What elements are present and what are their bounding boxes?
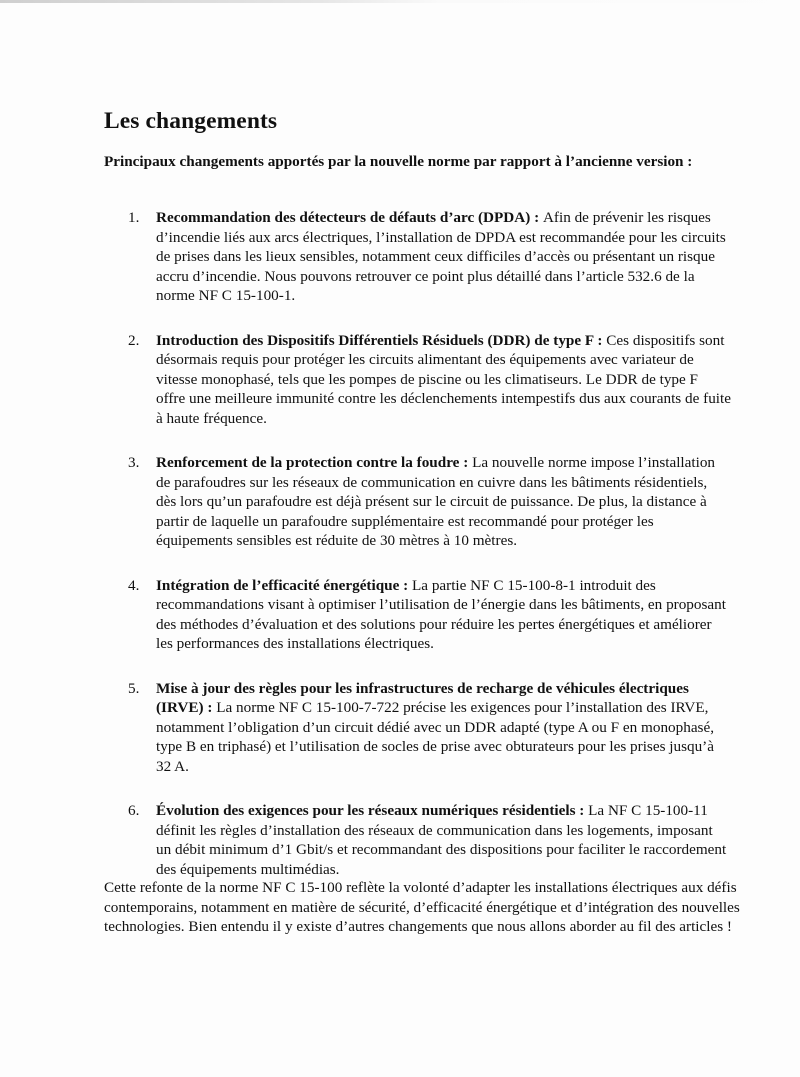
item-number: 6. <box>128 802 140 819</box>
list-item <box>128 453 731 551</box>
page-title: Les changements <box>104 108 278 134</box>
item-title: Recommandation des détecteurs de défauts d’arc (DPDA) : <box>156 209 543 226</box>
list-item <box>128 679 731 777</box>
item-number: 3. <box>128 454 140 471</box>
item-text: La nouvelle norme impose l’installation de parafoudres sur les réseaux de communication en cuivre dans les bâtiments résidentiels, dès lors qu’un parafoudre est déjà présent sur le circuit de puissance. De plus, la distance à partir de laquelle un parafoudre supplémentaire est recommandé pour protéger les équipements sensibles est réduite de 30 mètres à 10 mètres. <box>156 454 716 549</box>
list-item <box>128 576 731 654</box>
item-number: 4. <box>128 576 140 594</box>
intro-text: Principaux changements apportés par la nouvelle norme par rapport à l’ancienne version : <box>104 153 693 170</box>
item-text: Afin de prévenir les risques d’incendie liés aux arcs électriques, l’installation de DPDA est recommandée pour les circuits de prises dans les lieux sensibles, notamment ceux difficiles d’accès ou présentant un risque accru d’incendie. Nous pouvons retrouver ce point plus détaillé dans l’article 532.6 de la norme NF C 15-100-1. <box>156 209 726 304</box>
item-number: 2. <box>128 331 140 349</box>
item-text: La partie NF C 15-100-8-1 introduit des recommandations visant à optimiser l’utilisation de l’énergie dans les bâtiments, en proposant des méthodes d’évaluation et des solutions pour réduire les pertes énergétiques et améliorer les performances des installations électriques. <box>156 576 726 652</box>
list-item <box>128 801 731 879</box>
list-item <box>128 331 731 429</box>
item-number: 5. <box>128 679 140 697</box>
conclusion-text: Cette refonte de la norme NF C 15-100 reflète la volonté d’adapter les installations électriques aux défis contemporains, notamment en matière de sécurité, d’efficacité énergétique et d’intégration des nouvelles technologies. Bien entendu il y existe d’autres changements que nous allons aborder au fil des articles ! <box>104 879 740 935</box>
scan-edge <box>0 0 800 3</box>
item-title: Évolution des exigences pour les réseaux numériques résidentiels : <box>156 802 589 819</box>
item-text: La norme NF C 15-100-7-722 précise les exigences pour l’installation des IRVE, notamment l’obligation d’un circuit dédié avec un DDR adapté (type A ou F en monophasé, type B en triphasé) et l’utilisation de socles de prise avec obturateurs pour les prises jusqu’à 32 A. <box>156 699 715 775</box>
item-title: Intégration de l’efficacité énergétique : <box>156 576 412 594</box>
list-item <box>128 208 731 306</box>
item-title: Mise à jour des règles pour les infrastructures de recharge de véhicules électriques (IRVE) : <box>156 679 689 716</box>
item-text: Ces dispositifs sont désormais requis pour protéger les circuits alimentant des équipements avec variateur de vitesse monophasé, tels que les pompes de piscine ou les climatiseurs. Le DDR de type F offre une meilleure immunité contre les déclenchements intempestifs dus aux courants de fuite à haute fréquence. <box>156 331 731 427</box>
item-number: 1. <box>128 209 140 226</box>
item-text: La NF C 15-100-11 définit les règles d’installation des réseaux de communication dans les logements, imposant un débit minimum d’1 Gbit/s et recommandant des dispositions pour faciliter le raccordement des équipements multimédias. <box>156 802 727 878</box>
item-title: Introduction des Dispositifs Différentiels Résiduels (DDR) de type F : <box>156 331 607 349</box>
changes-list <box>128 208 731 904</box>
item-title: Renforcement de la protection contre la foudre : <box>156 454 473 471</box>
